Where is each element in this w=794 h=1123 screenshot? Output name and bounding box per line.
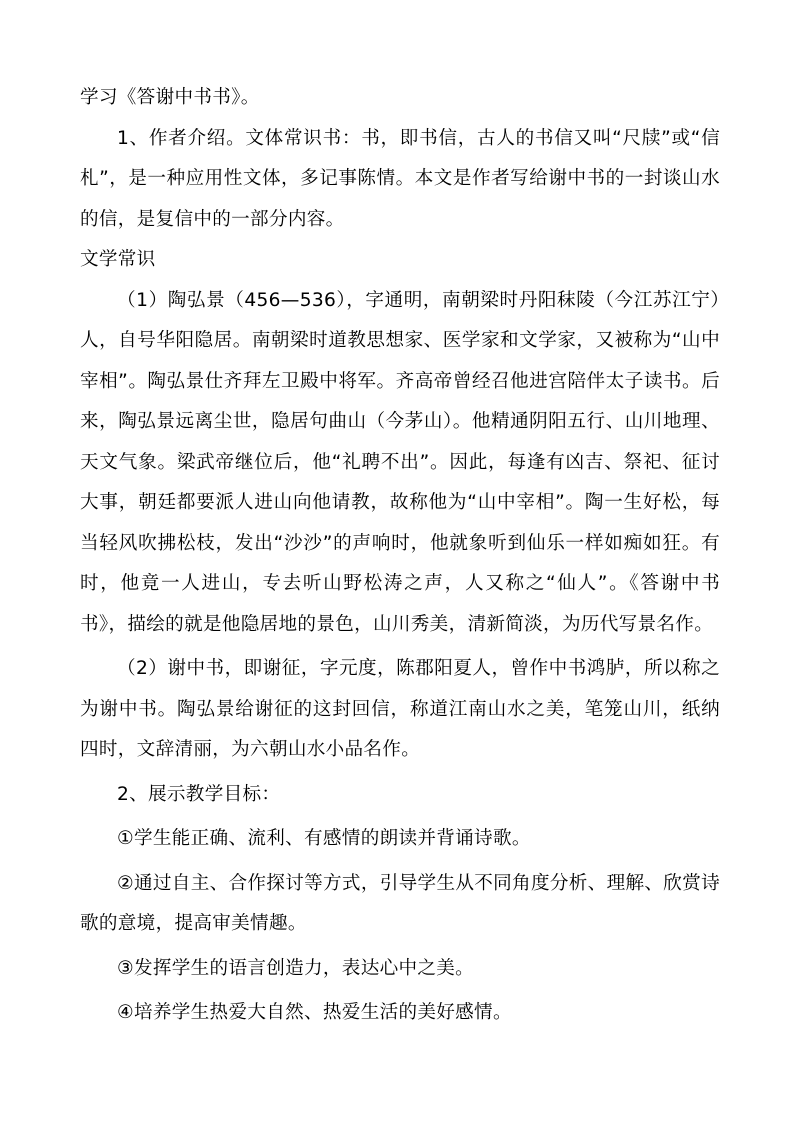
- goal-item: ①学生能正确、流利、有感情的朗读并背诵诗歌。: [117, 828, 531, 849]
- goal-item: ②通过自主、合作探讨等方式，引导学生从不同角度分析、理解、欣赏诗歌的意境，提高审美情趣。: [80, 872, 720, 934]
- goal-item: ④培养学生热爱大自然、热爱生活的美好感情。: [117, 1002, 512, 1023]
- item-xie-zhongshu: （2）谢中书，即谢征，字元度，陈郡阳夏人，曾作中书鸿胪，所以称之为谢中书。陶弘景给谢征的这封回信，称道江南山水之美，笔笼山川，纸纳四时，文辞清丽，为六朝山水小品名作。: [80, 658, 720, 760]
- goals-heading: 2、展示教学目标：: [117, 783, 281, 805]
- section-label: 文学常识: [80, 249, 156, 270]
- lesson-heading: 学习《答谢中书书》。: [80, 87, 260, 108]
- author-intro-paragraph: 1、作者介绍。文体常识书：书，即书信，古人的书信又叫“尺牍”或“信札”，是一种应用性文体，多记事陈情。本文是作者写给谢中书的一封谈山水的信，是复信中的一部分内容。: [80, 127, 720, 230]
- goal-item: ③发挥学生的语言创造力，表达心中之美。: [117, 957, 475, 979]
- item-tao-hongjing: （1）陶弘景（456—536），字通明，南朝梁时丹阳秣陵（今江苏江宁）人，自号华阳隐居。南朝梁时道教思想家、医学家和文学家，又被称为“山中宰相”。陶弘景仕齐拜左卫殿中将军。齐高帝曾经召他进宫陪伴太子读书。后来，陶弘景远离尘世，隐居句曲山（今茅山）。他精通阴阳五行、山川地理、天文气象。梁武帝继位后，他“礼聘不出”。因此，每逢有凶吉、祭祀、征讨大事，朝廷都要派人进山向他请教，故称他为“山中宰相”。陶一生好松，每当轻风吹拂松枝，发出“沙沙”的声响时，他就象听到仙乐一样如痴如狂。有时，他竟一人进山，专去听山野松涛之声，人又称之“仙人”。《答谢中书书》，描绘的就是他隐居地的景色，山川秀美，清新简淡，为历代写景名作。: [80, 289, 720, 635]
- document-page: [80, 78, 720, 1034]
